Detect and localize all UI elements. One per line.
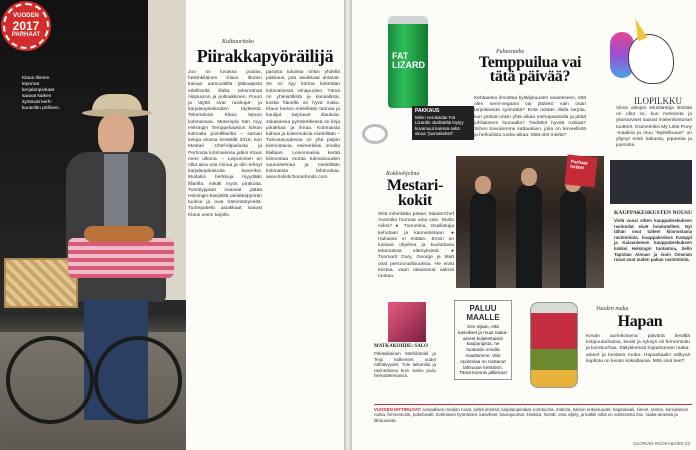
bicycle (0, 232, 186, 437)
unicorn-head-icon (628, 34, 674, 84)
pastries (84, 226, 154, 242)
joy-point-title: ILOPILKKU (634, 96, 682, 106)
badge-line1: VUODEN (13, 13, 39, 19)
checkered-cloth (68, 238, 174, 278)
unicorn-horn-icon (631, 17, 648, 41)
chef-show-title: Mestari-kokit (386, 177, 444, 209)
mall-body: Vielä vuosi sitten kauppakeskuksen ravintolat eivät houkutelleet. Nyt tähän ovat tulleet kiinnostavia ravintoloita. Kauppakeskus Kamppi ja Kaisaniemen kauppakeskuksen lisäksi Helsingin tuotantoa, Sello Tapiolan Ainoan ja isoin Omenan ruoat ovat uuden pakan ravintoloita. (614, 218, 692, 263)
mall-title: KAUPPAKESKUSTEN NOUSU (614, 210, 693, 216)
topic-body: Kehtaanko ilmoittaa kyläilykuuden vaatekseen, että olen semi-vegaani vai jätänkö vain osan tarjoiltavista syömättä? Entä mitään illalla tarjota, kun ystävä onkin yhtä aikaa mehupaastolla ja pitää juhliakseen lounaalla? Tiedätkö hyvää ruokaa? Siihen toivoisimme kattauksen, joka on terveellistä ja herkullista ruoka-aikaa. Mitä olet mieltä? (474, 96, 586, 139)
section-kicker: Kulttuuriteko (222, 39, 254, 45)
rear-wheel-icon (94, 336, 182, 424)
page-folio: 22 GLORIAN RUOKA&VIINI (6, 441, 63, 446)
joy-point-body: Viime aikojen lelutilantoja ilmiöitä on ollut se, kun meriranta ja yksisarviset saavat mielenkiintoiset tuotteet. Esimerkiksi My Little Pony -maalina ja muu "kipitelkuuas" on yltynyt eräin kakusta, pipareita ja juomista. (616, 106, 692, 149)
footer-text: sosiaalisen median ruoat, pinkit donitsit, karjalanpiirakat, kombucha, matcha, kahvin erikoisuudet, hapankaali, sienet, ramen, korealainen ruoka, fermentointi, pokebowlit, kotimaiset hyönteiset, kasvikset, kaurajuomat, kirsikka, heinät, oma viljely, ja kaikki mikä on valmistettu itse, raaka-aineista ja lähiruoasta. (374, 407, 689, 423)
article-column-1: Joo on luvassa puolas, helsinkiläinen Klaus Illonen kaivaa aamuvälillä jälkiaapista edelliseltä illalta tekemänsä riisipuuron ja putkiakkinen. Puuro ja täyttö ovat ruisleipä- ja karjalanpiirakoiden täytteistä. Tekemänsä Klaus lepuro kotimassaa. Motempia hän myy Helsingin Temppeliaukion kirkon kulmalta postifillarilta – saman tietoja elossa keväällä 2016, kun Mestari Chef-kilpailusta ja Perhosta kotimaisena jatkoi Klaus meni ulkona. – Leipominen on ollut aina osa minua ja olin tehnyt karjalanpiirakoita kaveriksi. Muitakin herkkuja myydään fillarilla, mikäli myös pirakoita. Turistiyppaat osaavat jättää Helsingin-kävijöiltä piirakkapyörän tuokse ja ovat hämmästyneitä. Tuotepaketti asiakkaat saavat Klaus usein tarjolle. (188, 70, 262, 218)
chef-figure (516, 184, 542, 288)
article-title: Piirakkapyöräilijä (196, 46, 334, 66)
left-page (0, 0, 344, 450)
back-to-country-title: PALUU MAALLE (466, 304, 500, 322)
bottle-opener-icon (362, 124, 388, 144)
chef-show-kicker: Kokkiohjelma (386, 171, 420, 177)
travel-body: Pitkäaikainen Mathildedal ja Teijo kulkeneet uudet nähtävyydet. Tule laitumilla ja ravintolassa kuin Salon joulu herkuttelemassa. (374, 351, 436, 379)
basket-icon (4, 258, 78, 308)
chef-show-body: Siitä mihinkään pääse: MasterChef Australia hurmaa aina vain. Mutta miksi? ● Tunnelma. Osallistujia kehutaan ja kannustetaan. ● Hukassa ei mitään. Ensin on luotava ohjelma ja kuuluttavia tekemässä elämyksistä. ● Tuomarit Gary, George ja Matt ovat persoonallisuuksia. He eivät toistaa, vaan rakastavat aidosti ruokaa. (378, 212, 454, 280)
packaging-title: PAKKAUS (415, 108, 440, 114)
chef-figure (470, 192, 496, 288)
back-to-country-text: Sen sijaan, että kasvikset ja muut raaka-aineet kuljetettaisiin kaupungista, ne tuotaisiin omalta maaltamme. Viisi ravintolaa on nostanut lähiruoan keskiöön. Tämä tuonnin jalkiruoa! (458, 324, 508, 376)
fermented-jar-photo (530, 302, 578, 388)
topic-title: Temppuilua vai tätä päivää? (478, 54, 582, 85)
best-of-year-badge (3, 3, 49, 49)
taste-body: Kesän aurinkoisena päivänä kesällä kotipuutarhassa, kevät ja syksyn oli fermentoitu ja kombuchaa. Säilykkeissä hapantuneet raaka-aineet ja kestävä ruoka. Hapankaalin välkyvä kuplinta on kesän kokeiltavaa. Mitä sinä teet? (586, 334, 690, 364)
page-folio: GLORIAN RUOKA&VIINI 23 (633, 441, 690, 446)
red-tag-label: Parhaat hetket (565, 155, 598, 188)
unicorn-illustration (588, 18, 688, 92)
mall-restaurant-photo (610, 160, 692, 204)
packaging-text: Miten nerokasta! Fat Lizardin olutlisteltä löytyy kuvamuut kanssa sekä ainoa "juomakeksit". (415, 114, 464, 137)
face (98, 114, 134, 156)
travel-title: MATKAKOHDE: SALO (374, 344, 428, 349)
chef-figure (560, 190, 586, 288)
right-page (352, 0, 696, 450)
front-wheel-icon (6, 336, 94, 424)
taste-kicker: Vuoden maku (596, 306, 629, 312)
can-lid (388, 16, 428, 24)
salo-photo (388, 302, 426, 342)
article-column-2: parasta tuliaista onkin yhdellä pakkaus, jota asiakkaat antavat. Se on syy kertoa keitetään kotimaisesta viinapuolen. Tämä on yhteisöllistä ja kansallista, koska hänellä on hyvä maku. Klaus kertoo mielellään tarinaa ja kuulijat tarjoavat tilauksia. Jokaisessa pyöräretkessä on kirja piirakkaa ja ilmaa. Kotimaista kahvia ja kokemuksia mielellään – Tulevaisuudessa on yhä paljon kiinnostavia, esimerkiksi omalla tilallaan. Leivonnaisia kerää kiinnostaa monta tulevaisuuden suunnitelmaa ja mielellään kotimaista lähiruokaa. www.holistichomefoods.com (266, 70, 340, 181)
hit-foods-footer (374, 404, 692, 423)
badge-line2: PARHAAT (11, 32, 41, 38)
taste-title: Hapan (617, 313, 663, 330)
packaging-box (412, 106, 474, 140)
cyclist-photo (0, 0, 186, 450)
photo-caption: Klaus Illonen lepomat kerjalonpivkaat saavat kaiken syötavat kerh-kuusoltin pöllinen. (22, 76, 61, 111)
badge-year: 2017 (12, 19, 40, 33)
can-label: FAT LIZARD (392, 51, 425, 70)
beer-can-photo (388, 16, 428, 108)
back-to-country-box (454, 300, 512, 380)
topic-kicker: Puheenaihe (496, 49, 525, 55)
spine-gutter (344, 0, 352, 450)
footer-label: VUODEN HITTIRUOAT: (374, 407, 422, 412)
